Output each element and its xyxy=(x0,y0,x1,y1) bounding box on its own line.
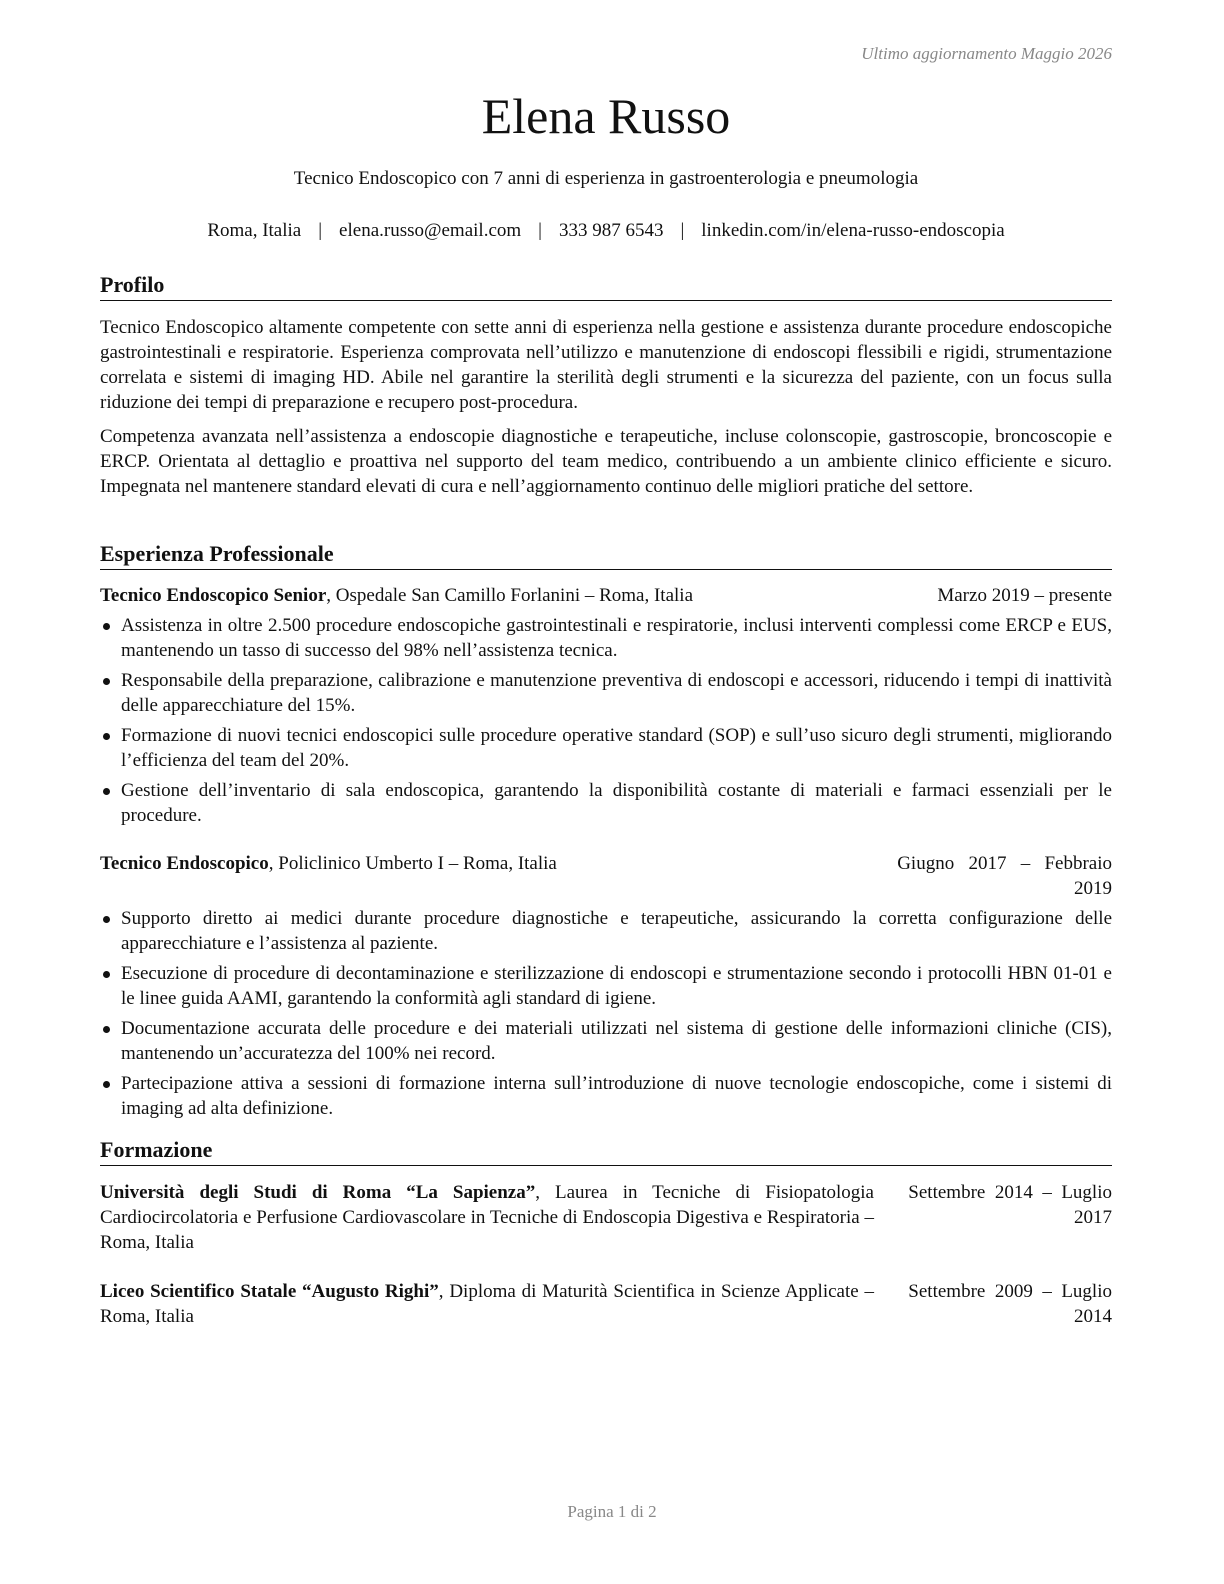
contact-linkedin[interactable]: linkedin.com/in/elena-russo-endoscopia xyxy=(701,220,1005,241)
job-bullet: Responsabile della preparazione, calibrazione e manutenzione preventiva di endoscopi e accessori, riducendo i tempi di inattività delle apparecchiature del 15%. xyxy=(100,668,1112,718)
job-role: Tecnico Endoscopico xyxy=(100,853,269,874)
education-dates-line: Settembre 2009 – Luglio xyxy=(908,1281,1112,1302)
job-dates-line: 2019 xyxy=(1074,878,1112,899)
contact-line xyxy=(100,218,1112,244)
job-bullet-list xyxy=(100,906,1112,1126)
job-role: Tecnico Endoscopico Senior xyxy=(100,585,327,606)
contact-separator: | xyxy=(538,220,542,241)
education-school: Università degli Studi di Roma “La Sapienza” xyxy=(100,1182,536,1203)
job-bullet: Esecuzione di procedure di decontaminazione e sterilizzazione di endoscopi e strumentazione secondo i protocolli HBN 01-01 e le linee guida AAMI, garantendo la conformità agli standard di igiene. xyxy=(100,961,1112,1011)
profile-paragraph-1: Tecnico Endoscopico altamente competente con sette anni di esperienza nella gestione e assistenza durante procedure endoscopiche gastrointestinali e respiratorie. Esperienza comprovata nell’utilizzo e manutenzione di endoscopi flessibili e rigidi, strumentazione correlata e sistemi di imaging HD. Abile nel garantire la sterilità degli strumenti e la sicurezza del paziente, con un focus sulla riduzione dei tempi di preparazione e recupero post-procedura. xyxy=(100,317,1112,413)
section-title-education: Formazione xyxy=(100,1136,1112,1166)
candidate-name: Elena Russo xyxy=(481,88,731,144)
contact-phone: 333 987 6543 xyxy=(558,220,664,241)
candidate-subtitle: Tecnico Endoscopico con 7 anni di esperienza in gastroenterologia e pneumologia xyxy=(293,168,919,189)
job-bullet: Partecipazione attiva a sessioni di formazione interna sull’introduzione di nuove tecnologie endoscopiche, come i sistemi di imaging ad alta definizione. xyxy=(100,1071,1112,1121)
education-dates-line: 2014 xyxy=(1074,1306,1112,1327)
education-detail: , Diploma di Maturità Scientifica in Scienze Applicate – Roma, Italia xyxy=(100,1281,874,1327)
profile-paragraph-2: Competenza avanzata nell’assistenza a endoscopie diagnostiche e terapeutiche, incluse colonscopie, gastroscopie, broncoscopie e ERCP. Orientata al dettaglio e proattiva nel supporto del team medico, contribuendo a un ambiente clinico efficiente e sicuro. Impegnata nel mantenere standard elevati di cura e nell’aggiornamento continuo delle migliori pratiche del settore. xyxy=(100,426,1112,497)
job-dates-line: Giugno 2017 – Febbraio xyxy=(897,853,1112,874)
job-bullet: Gestione dell’inventario di sala endoscopica, garantendo la disponibilità costante di materiali e farmaci essenziali per le procedure. xyxy=(100,778,1112,828)
job-bullet: Supporto diretto ai medici durante procedure diagnostiche e terapeutiche, assicurando la corretta configurazione delle apparecchiature e l’assistenza al paziente. xyxy=(100,906,1112,956)
job-bullet: Formazione di nuovi tecnici endoscopici sulle procedure operative standard (SOP) e sull’uso sicuro degli strumenti, migliorando l’efficienza del team del 20%. xyxy=(100,723,1112,773)
last-updated-note: Ultimo aggiornamento Maggio 2026 xyxy=(861,44,1112,63)
education-dates-line: Settembre 2014 – Luglio xyxy=(908,1182,1112,1203)
education-school: Liceo Scientifico Statale “Augusto Righi” xyxy=(100,1281,439,1302)
contact-separator: | xyxy=(680,220,685,241)
education-dates xyxy=(876,1180,1112,1230)
contact-email[interactable]: elena.russo@email.com xyxy=(339,220,522,241)
section-title-profile: Profilo xyxy=(100,271,1112,301)
contact-separator: | xyxy=(318,220,323,241)
job-bullet: Assistenza in oltre 2.500 procedure endoscopiche gastrointestinali e respiratorie, inclusi interventi complessi come ERCP e EUS, mantenendo un tasso di successo del 98% nell’assistenza tecnica. xyxy=(100,613,1112,663)
job-bullet: Documentazione accurata delle procedure e dei materiali utilizzati nel sistema di gestione delle informazioni cliniche (CIS), mantenendo un’accuratezza del 100% nei record. xyxy=(100,1016,1112,1066)
job-bullet-list xyxy=(100,613,1112,833)
job-place: , Ospedale San Camillo Forlanini – Roma, Italia xyxy=(326,585,694,606)
job-dates: Marzo 2019 – presente xyxy=(937,585,1112,606)
education-dates-line: 2017 xyxy=(1074,1207,1112,1228)
section-title-experience: Esperienza Professionale xyxy=(100,540,1112,570)
contact-location: Roma, Italia xyxy=(207,220,302,241)
job-place: , Policlinico Umberto I – Roma, Italia xyxy=(268,853,557,874)
education-detail: , Laurea in Tecniche di Fisiopatologia Cardiocircolatoria e Perfusione Cardiovascolare in Tecniche di Endoscopia Digestiva e Respiratoria – Roma, Italia xyxy=(100,1182,874,1253)
education-dates xyxy=(876,1279,1112,1329)
job-dates xyxy=(897,851,1112,901)
page-number: Pagina 1 di 2 xyxy=(567,1502,657,1521)
